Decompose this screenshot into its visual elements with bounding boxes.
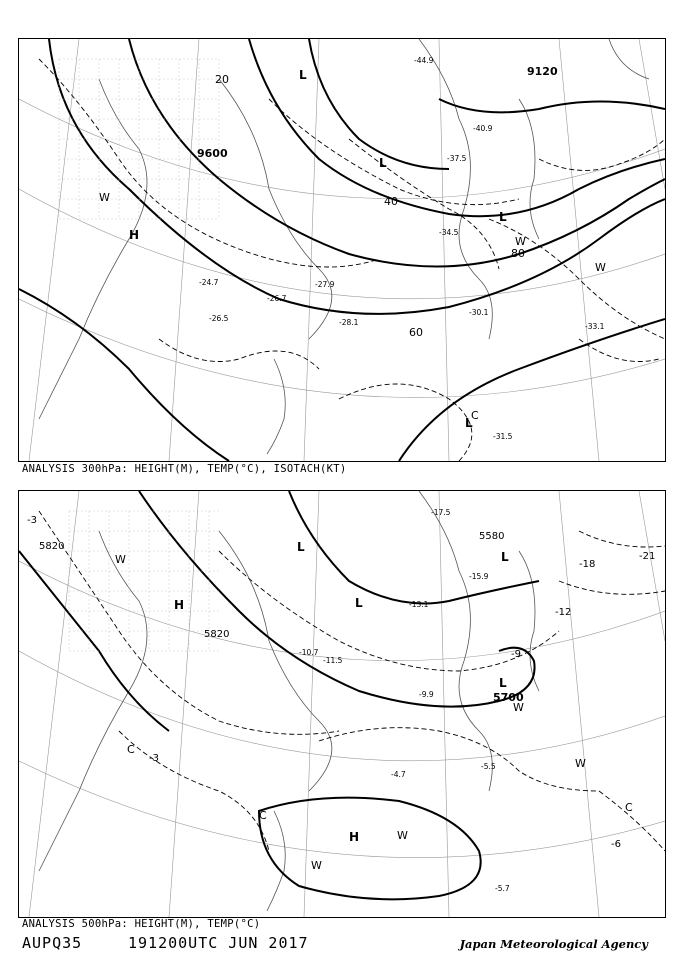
isotach-label-80: 80: [511, 247, 525, 260]
temp-label: -9.9: [419, 690, 434, 699]
warm-core-marker: W: [397, 829, 408, 842]
isotherm-label: -3: [27, 515, 37, 526]
height-label-9600: 9600: [197, 147, 228, 160]
temp-label: -5.5: [481, 762, 496, 771]
warm-core-marker: W: [99, 191, 110, 204]
isotherm-label: -9: [511, 649, 521, 660]
isotherm-label: -12: [555, 607, 572, 618]
height-label-5700: 5700: [493, 691, 524, 704]
temp-label: -5.7: [495, 884, 510, 893]
high-pressure-marker: H: [129, 228, 140, 242]
low-pressure-marker: L: [379, 156, 387, 170]
coastline: [39, 491, 539, 911]
high-pressure-marker: H: [174, 598, 185, 612]
temp-label: -28.1: [339, 318, 359, 327]
high-pressure-marker: H: [349, 830, 360, 844]
temp-label: -27.9: [315, 280, 335, 289]
panel-500-caption: ANALYSIS 500hPa: HEIGHT(M), TEMP(°C): [22, 918, 261, 930]
height-label-5580: 5580: [479, 531, 505, 542]
isotach-label-20: 20: [215, 73, 229, 86]
valid-time: 191200UTC JUN 2017: [128, 934, 309, 952]
isotach-label-40: 40: [384, 195, 398, 208]
temp-label: -4.7: [391, 770, 406, 779]
map-panel-500hpa: [18, 490, 666, 918]
map-300hpa-canvas: [19, 39, 665, 461]
height-label-5820: 5820: [204, 629, 230, 640]
agency-credit: Japan Meteorological Agency: [459, 937, 648, 951]
panel-300-caption: ANALYSIS 300hPa: HEIGHT(M), TEMP(°C), ISOTACH(KT): [22, 463, 347, 475]
warm-core-marker: W: [595, 261, 606, 274]
cold-core-marker: C: [127, 743, 135, 756]
warm-core-marker: W: [575, 757, 586, 770]
low-pressure-marker: L: [297, 540, 305, 554]
low-pressure-marker: L: [355, 596, 363, 610]
cold-core-marker: C: [259, 809, 267, 822]
observation-mesh: [59, 59, 219, 219]
temp-label: -26.7: [267, 294, 287, 303]
temp-label: -44.9: [414, 56, 434, 65]
temp-label: -10.7: [299, 648, 319, 657]
chart-code: AUPQ35: [22, 934, 83, 952]
height-contours: [19, 491, 539, 899]
isotherm-label: -18: [579, 559, 596, 570]
isotach-contours: [39, 59, 665, 461]
isotherm-label: -21: [639, 551, 656, 562]
low-pressure-marker: L: [499, 676, 507, 690]
temp-label: -13.1: [409, 600, 429, 609]
temp-label: -24.7: [199, 278, 219, 287]
height-label-9120: 9120: [527, 65, 558, 78]
low-pressure-marker: L: [499, 210, 507, 224]
height-label-5820: 5820: [39, 541, 65, 552]
temp-label: -34.5: [439, 228, 459, 237]
temp-label: -11.5: [323, 656, 343, 665]
warm-core-marker: W: [115, 553, 126, 566]
low-pressure-marker: L: [299, 68, 307, 82]
isotherm-label: -3: [149, 753, 159, 764]
temp-label: -26.5: [209, 314, 229, 323]
isotach-label-60: 60: [409, 326, 423, 339]
cold-core-marker: C: [625, 801, 633, 814]
temp-label: -31.5: [493, 432, 513, 441]
isotherm-contours: [39, 511, 665, 851]
coastline: [39, 39, 649, 454]
temp-label: -30.1: [469, 308, 489, 317]
temp-label: -40.9: [473, 124, 493, 133]
temp-label: -37.5: [447, 154, 467, 163]
warm-core-marker: W: [515, 235, 526, 248]
isotherm-label: -6: [611, 839, 621, 850]
observation-mesh: [69, 511, 219, 651]
low-pressure-marker: L: [501, 550, 509, 564]
warm-core-marker: W: [513, 701, 524, 714]
cold-core-marker: C: [471, 409, 479, 422]
temp-label: -33.1: [585, 322, 605, 331]
temp-label: -17.5: [431, 508, 451, 517]
warm-core-marker: W: [311, 859, 322, 872]
temp-label: -15.9: [469, 572, 489, 581]
map-500hpa-canvas: [19, 491, 665, 917]
low-pressure-marker: L: [465, 416, 473, 430]
map-panel-300hpa: [18, 38, 666, 462]
